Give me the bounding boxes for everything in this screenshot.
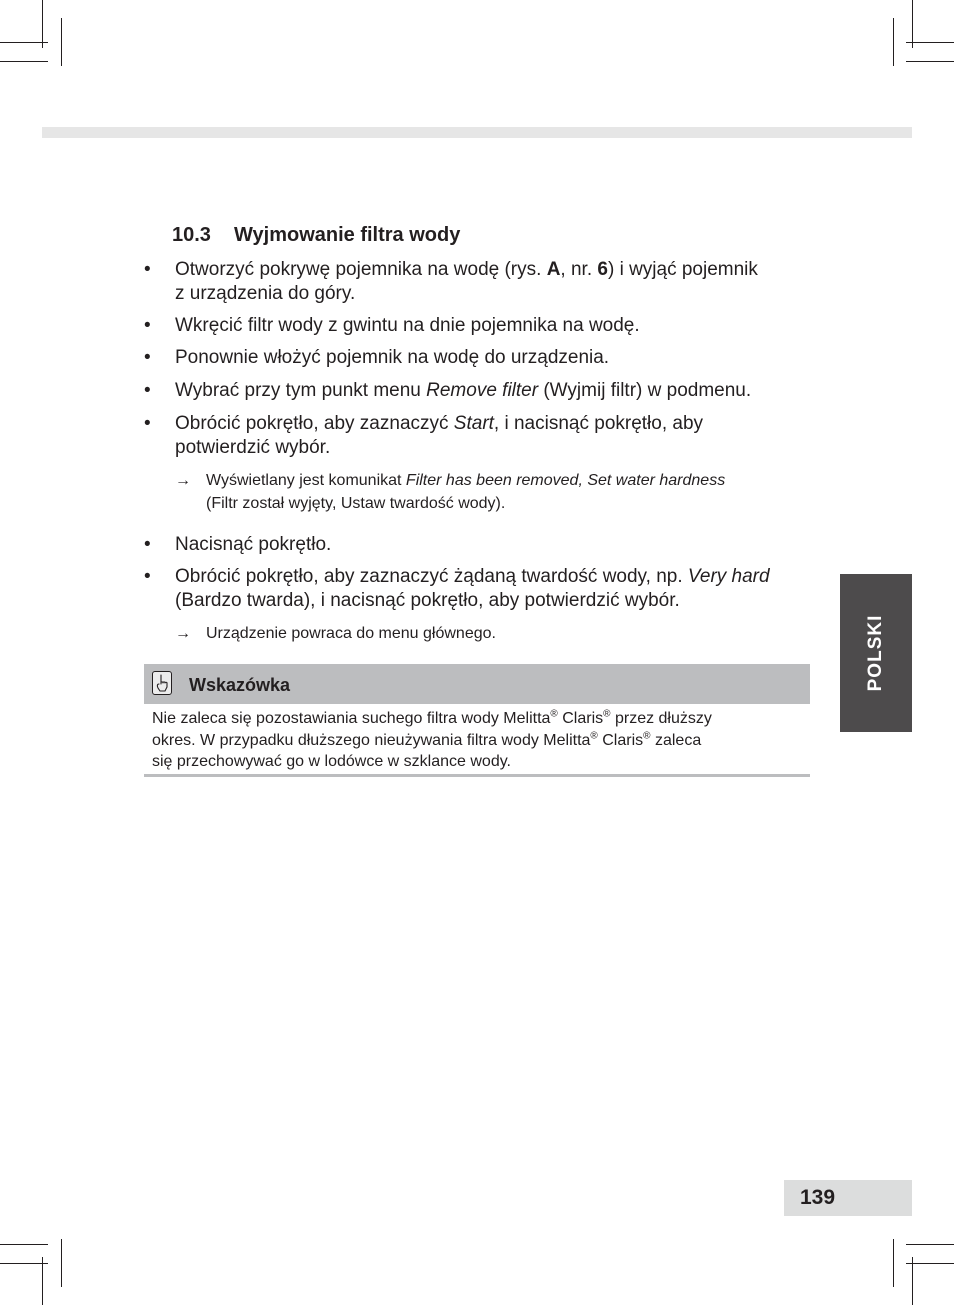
crop-mark bbox=[906, 61, 954, 62]
crop-mark bbox=[0, 1263, 48, 1264]
result-text: Wyświetlany jest komunikat bbox=[206, 472, 406, 489]
language-tab bbox=[840, 574, 912, 732]
result-item bbox=[206, 469, 806, 515]
step-text: Ponownie włożyć pojemnik na wodę do urządzenia. bbox=[175, 347, 610, 368]
crop-mark bbox=[893, 18, 894, 66]
registered-mark: ® bbox=[550, 708, 558, 720]
result-text: (Filtr został wyjęty, Ustaw twardość wody). bbox=[206, 495, 506, 512]
crop-mark bbox=[912, 0, 913, 48]
note-text-part: okres. W przypadku dłuższego nieużywania filtra wody Melitta bbox=[152, 731, 591, 749]
step-text: Wkręcić filtr wody z gwintu na dnie pojemnika na wodę. bbox=[175, 315, 640, 336]
page-number-box bbox=[784, 1180, 912, 1216]
display-message: Filter has been removed, Set water hardness bbox=[405, 472, 726, 489]
step-text: potwierdzić wybór. bbox=[175, 437, 331, 458]
crop-mark bbox=[893, 1239, 894, 1287]
step-item bbox=[175, 314, 815, 338]
menu-item-name: Remove filter bbox=[426, 380, 539, 401]
step-text: Wybrać przy tym punkt menu bbox=[175, 380, 427, 401]
step-item bbox=[175, 346, 815, 370]
section-number: 10.3 bbox=[172, 224, 211, 246]
crop-mark bbox=[912, 1257, 913, 1305]
note-header bbox=[144, 664, 810, 704]
item-ref: 6 bbox=[597, 259, 608, 280]
step-item bbox=[175, 412, 815, 460]
note-text-part: się przechowywać go w lodówce w szklance wody. bbox=[152, 753, 511, 770]
step-item bbox=[175, 258, 815, 306]
note-text-part: Claris bbox=[557, 710, 604, 727]
step-item bbox=[175, 379, 815, 403]
step-text: (Bardzo twarda), i nacisnąć pokrętło, aby potwierdzić wybór. bbox=[175, 590, 680, 611]
step-text: Otworzyć pokrywę pojemnika na wodę (rys. bbox=[175, 259, 547, 280]
step-text: ) i wyjąć pojemnik bbox=[607, 259, 758, 280]
registered-mark: ® bbox=[590, 730, 598, 742]
step-item bbox=[175, 533, 815, 557]
hand-pointing-icon bbox=[152, 671, 172, 695]
registered-mark: ® bbox=[603, 708, 611, 720]
note-title: Wskazówka bbox=[189, 675, 291, 695]
menu-item-name: Start bbox=[453, 413, 494, 434]
note-text-part: Claris bbox=[597, 731, 644, 749]
crop-mark bbox=[0, 1244, 48, 1245]
note-text-part: zaleca bbox=[650, 731, 702, 749]
section-title: Wyjmowanie filtra wody bbox=[234, 224, 461, 246]
figure-ref: A bbox=[546, 259, 561, 280]
menu-item-name: Very hard bbox=[687, 566, 770, 587]
crop-mark bbox=[61, 1239, 62, 1287]
crop-mark bbox=[906, 42, 954, 43]
step-item bbox=[175, 565, 815, 613]
crop-mark bbox=[0, 61, 48, 62]
note-text bbox=[152, 708, 802, 773]
note-text-part: Nie zaleca się pozostawiania suchego filtra wody Melitta bbox=[152, 710, 551, 727]
step-text: , nr. bbox=[560, 259, 598, 280]
step-text: z urządzenia do góry. bbox=[175, 283, 356, 304]
result-text: Urządzenie powraca do menu głównego. bbox=[206, 625, 496, 642]
crop-mark bbox=[61, 18, 62, 66]
crop-mark bbox=[42, 1257, 43, 1305]
step-text: Obrócić pokrętło, aby zaznaczyć żądaną twardość wody, np. bbox=[175, 566, 688, 587]
note-text-part: przez dłuższy bbox=[610, 710, 712, 727]
step-text: (Wyjmij filtr) w podmenu. bbox=[538, 380, 752, 401]
crop-mark bbox=[0, 42, 48, 43]
crop-mark bbox=[42, 0, 43, 48]
result-item bbox=[206, 622, 806, 645]
language-label: POLSKI bbox=[865, 614, 886, 692]
registered-mark: ® bbox=[643, 730, 651, 742]
note-bottom-rule bbox=[144, 774, 810, 777]
step-text: , i nacisnąć pokrętło, aby bbox=[493, 413, 704, 434]
crop-mark bbox=[906, 1263, 954, 1264]
step-text: Obrócić pokrętło, aby zaznaczyć bbox=[175, 413, 454, 434]
step-text: Nacisnąć pokrętło. bbox=[175, 534, 332, 555]
crop-mark bbox=[906, 1244, 954, 1245]
header-band bbox=[42, 127, 912, 138]
page-number: 139 bbox=[800, 1186, 836, 1209]
section-heading bbox=[172, 224, 460, 247]
